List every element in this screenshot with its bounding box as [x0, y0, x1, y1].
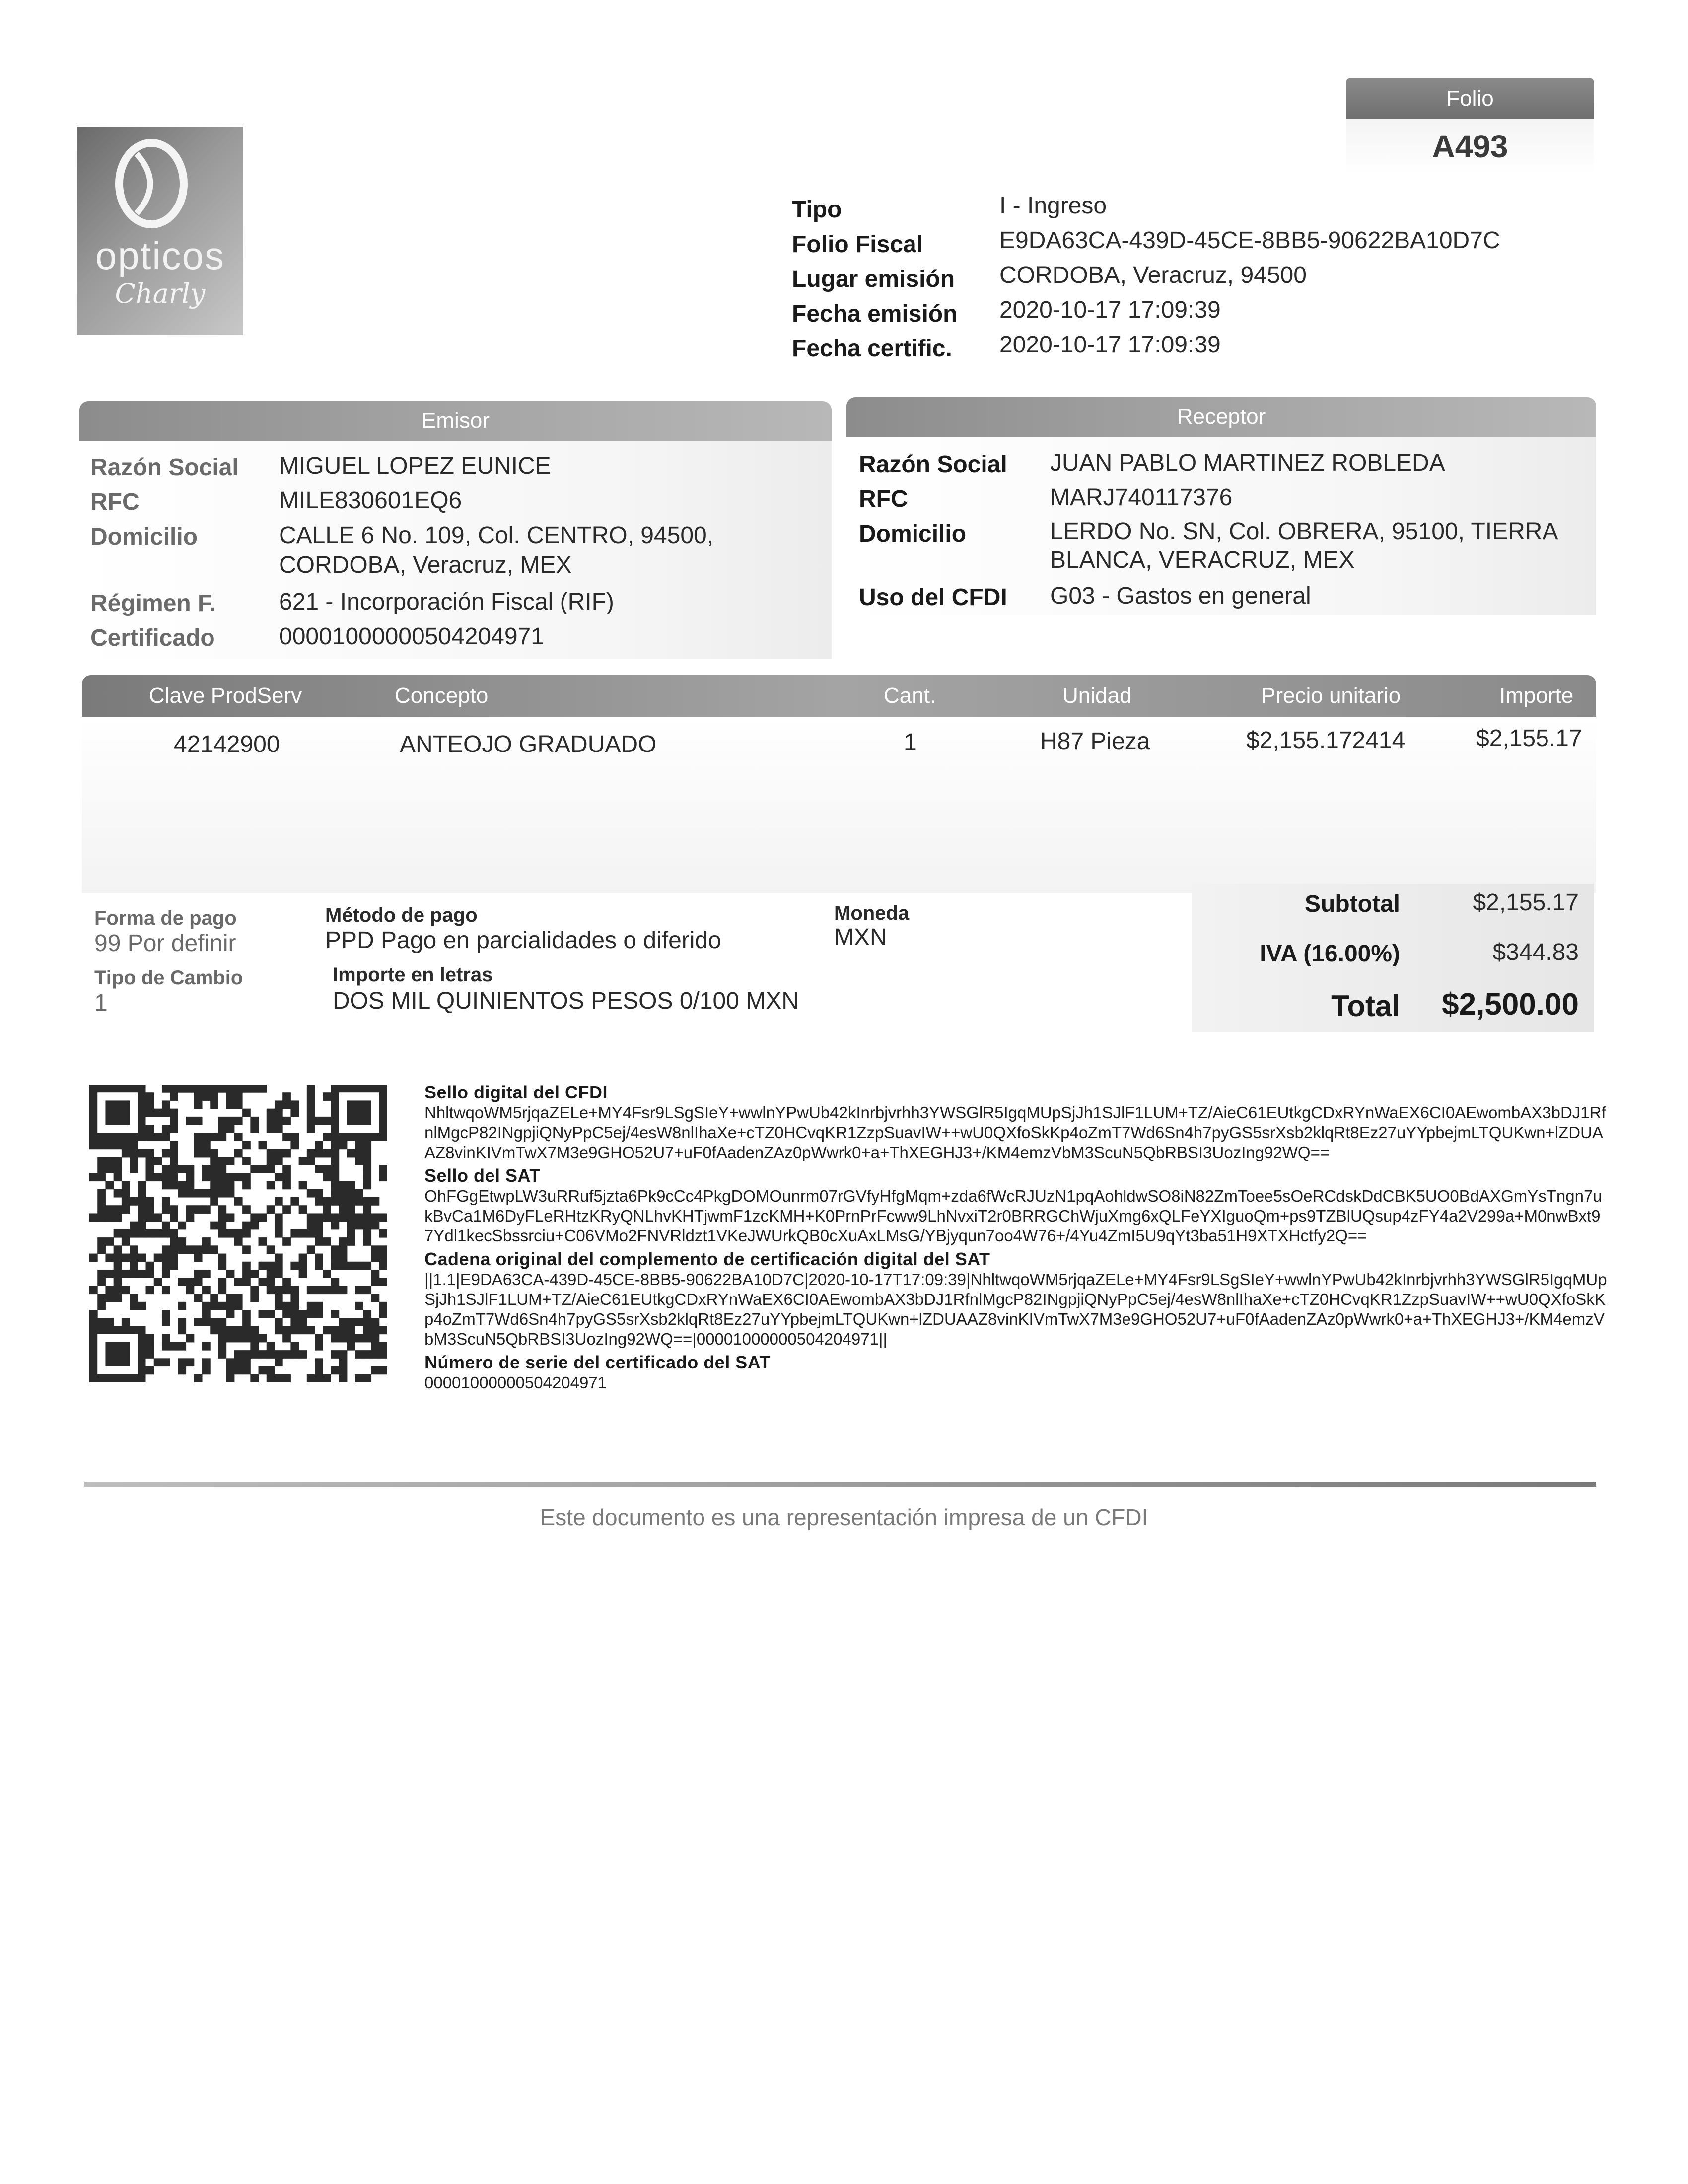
fecha-certific-value: 2020-10-17 17:09:39 — [999, 332, 1221, 358]
receptor-rfc-value: MARJ740117376 — [1050, 484, 1233, 511]
iva-value: $344.83 — [1492, 939, 1579, 965]
folio-value: A493 — [1346, 119, 1594, 174]
importe-letras-value: DOS MIL QUINIENTOS PESOS 0/100 MXN — [333, 988, 799, 1014]
company-logo — [77, 127, 243, 335]
divider — [84, 1482, 1596, 1487]
row-precio: $2,155.172414 — [1246, 727, 1406, 753]
items-table-header — [82, 675, 1596, 717]
receptor-uso-label: Uso del CFDI — [859, 584, 1007, 611]
qr-code — [89, 1085, 387, 1382]
receptor-razon-label: Razón Social — [859, 451, 1007, 478]
totals-box — [1192, 884, 1594, 1032]
subtotal-label: Subtotal — [1305, 891, 1400, 917]
receptor-uso-value: G03 - Gastos en general — [1050, 583, 1311, 609]
logo-name: opticos — [95, 234, 225, 277]
logo-script: Charly — [115, 278, 206, 309]
serie-value: 00001000000504204971 — [424, 1373, 607, 1392]
moneda-value: MXN — [834, 924, 887, 951]
sello-sat-label: Sello del SAT — [424, 1165, 541, 1186]
fecha-certific-label: Fecha certific. — [792, 336, 952, 362]
iva-label: IVA (16.00%) — [1260, 941, 1400, 967]
lugar-emision-value: CORDOBA, Veracruz, 94500 — [999, 262, 1307, 288]
moneda-label: Moneda — [834, 902, 910, 924]
col-clave: Clave ProdServ — [149, 683, 302, 708]
emisor-panel — [79, 441, 832, 659]
tipo-cambio-value: 1 — [94, 990, 108, 1016]
receptor-panel — [846, 437, 1596, 615]
col-importe: Importe — [1499, 683, 1574, 708]
emisor-certificado-label: Certificado — [90, 625, 215, 651]
row-concepto: ANTEOJO GRADUADO — [400, 731, 657, 757]
tipo-label: Tipo — [792, 197, 842, 223]
receptor-domicilio-line1: LERDO No. SN, Col. OBRERA, 95100, TIERRA — [1050, 518, 1558, 545]
emisor-rfc-value: MILE830601EQ6 — [279, 487, 462, 514]
receptor-razon-value: JUAN PABLO MARTINEZ ROBLEDA — [1050, 450, 1445, 476]
total-value: $2,500.00 — [1442, 987, 1579, 1022]
fecha-emision-value: 2020-10-17 17:09:39 — [999, 297, 1221, 323]
serie-label: Número de serie del certificado del SAT — [424, 1352, 771, 1372]
sello-cfdi-label: Sello digital del CFDI — [424, 1082, 608, 1102]
row-cant: 1 — [904, 729, 917, 755]
subtotal-value: $2,155.17 — [1473, 889, 1579, 916]
qr-code-icon — [89, 1085, 387, 1382]
items-table-body — [82, 717, 1596, 893]
metodo-pago-value: PPD Pago en parcialidades o diferido — [325, 927, 721, 954]
sello-sat-value: OhFGgEtwpLW3uRRuf5jzta6Pk9cCc4PkgDOMOunrm07rGVfyHfgMqm+zda6fWcRJUzN1pqAohldwSO8iN82ZmToee5sOeRCdskDdCBK5UO0BdAXGmYsTngn7ukBvCa1M6DyFLeRHtzKRyQNLhvKHTjwmF1zcKMH+K0PrnPrFcww9LhNvxiT2r0BRRGChWjuXmg6xQLFeYXIguoQm+ps9TZBlUQsup4zFY4a2V299a+M0nwBxt97Ydl1kecSbssrciu+C06VMo2FNVRldzt1VKeJWUrkQB0cXuAxLMsG/YBjyqun7oo4W76+/4Yu4ZmI5U9qYt3ba51H9XTXHctfy2Q== — [424, 1187, 1602, 1245]
cadena-label: Cadena original del complemento de certificación digital del SAT — [424, 1249, 990, 1269]
col-precio: Precio unitario — [1261, 683, 1401, 708]
col-cant: Cant. — [884, 683, 936, 708]
emisor-rfc-label: RFC — [90, 489, 140, 515]
folio-fiscal-label: Folio Fiscal — [792, 231, 923, 258]
row-unidad: H87 Pieza — [1040, 728, 1150, 754]
emisor-regimen-value: 621 - Incorporación Fiscal (RIF) — [279, 589, 614, 615]
tipo-value: I - Ingreso — [999, 193, 1107, 219]
folio-fiscal-value: E9DA63CA-439D-45CE-8BB5-90622BA10D7C — [999, 227, 1500, 254]
forma-pago-value: 99 Por definir — [94, 930, 236, 956]
emisor-header: Emisor — [79, 401, 832, 441]
folio-label: Folio — [1346, 78, 1594, 119]
emisor-razon-value: MIGUEL LOPEZ EUNICE — [279, 453, 551, 479]
lugar-emision-label: Lugar emisión — [792, 266, 955, 292]
forma-pago-label: Forma de pago — [94, 907, 237, 929]
receptor-domicilio-line2: BLANCA, VERACRUZ, MEX — [1050, 547, 1355, 573]
receptor-header: Receptor — [846, 397, 1596, 437]
footer-note: Este documento es una representación impresa de un CFDI — [540, 1504, 1148, 1530]
stamps-block — [424, 1082, 1609, 1393]
receptor-rfc-label: RFC — [859, 486, 908, 512]
row-clave: 42142900 — [174, 731, 280, 757]
importe-letras-label: Importe en letras — [333, 964, 493, 986]
col-concepto: Concepto — [395, 683, 489, 708]
emisor-domicilio-line1: CALLE 6 No. 109, Col. CENTRO, 94500, — [279, 522, 714, 548]
col-unidad: Unidad — [1062, 683, 1132, 708]
sello-cfdi-value: NhltwqoWM5rjqaZELe+MY4Fsr9LSgSIeY+wwlnYPwUb42kInrbjvrhh3YWSGlR5IgqMUpSjJh1SJlF1LUM+TZ/AieC61EUtkgCDxRYnWaEX6CI0AEwombAX3bDJ1RfnlMgcP82INgpjiQNyPpC5ej/4esW8nlIhaXe+cTZ0HCvqKR1ZzpSuavIW++wU0QXfoSkKp4oZmT7Wd6Sn4h7pyGS5srXsb2klqRt8Ez27uYYpbejmLTQUKwn+lZDUAAZ8vinKIVmTwX7M3e9GHO52U7+uF0fAadenZAz0pWwrk0+a+ThXEGHJ3+/KM4emzVbM3ScuN5QbRBSI3UozIng92WQ== — [424, 1103, 1606, 1161]
emisor-domicilio-line2: CORDOBA, Veracruz, MEX — [279, 552, 572, 578]
row-importe: $2,155.17 — [1476, 725, 1582, 751]
tipo-cambio-label: Tipo de Cambio — [94, 967, 243, 989]
fecha-emision-label: Fecha emisión — [792, 301, 958, 327]
emisor-certificado-value: 00001000000504204971 — [279, 623, 544, 650]
cadena-value: ||1.1|E9DA63CA-439D-45CE-8BB5-90622BA10D7C|2020-10-17T17:09:39|NhltwqoWM5rjqaZELe+MY4Fsr9LSgSIeY+wwlnYPwUb42kInrbjvrhh3YWSGlR5IgqMUpSjJh1SJlF1LUM+TZ/AieC61EUtkgCDxRYnWaEX6CI0AEwombAX3bDJ1RfnlMgcP82INgpjiQNyPpC5ej/4esW8nlIhaXe+cTZ0HCvqKR1ZzpSuavIW++wU0QXfoSkKp4oZmT7Wd6Sn4h7pyGS5srXsb2klqRt8Ez27uYYpbejmLTQUKwn+lZDUAAZ8vinKIVmTwX7M3e9GHO52U7+uF0fAadenZAz0pWwrk0+a+ThXEGHJ3+/KM4emzVbM3ScuN5QbRBSI3UozIng92WQ==|00001000000504204971|| — [424, 1270, 1607, 1348]
emisor-domicilio-label: Domicilio — [90, 524, 198, 550]
emisor-razon-label: Razón Social — [90, 454, 239, 480]
receptor-domicilio-label: Domicilio — [859, 521, 967, 547]
emisor-regimen-label: Régimen F. — [90, 590, 216, 616]
metodo-pago-label: Método de pago — [325, 904, 478, 926]
total-label: Total — [1331, 989, 1400, 1023]
